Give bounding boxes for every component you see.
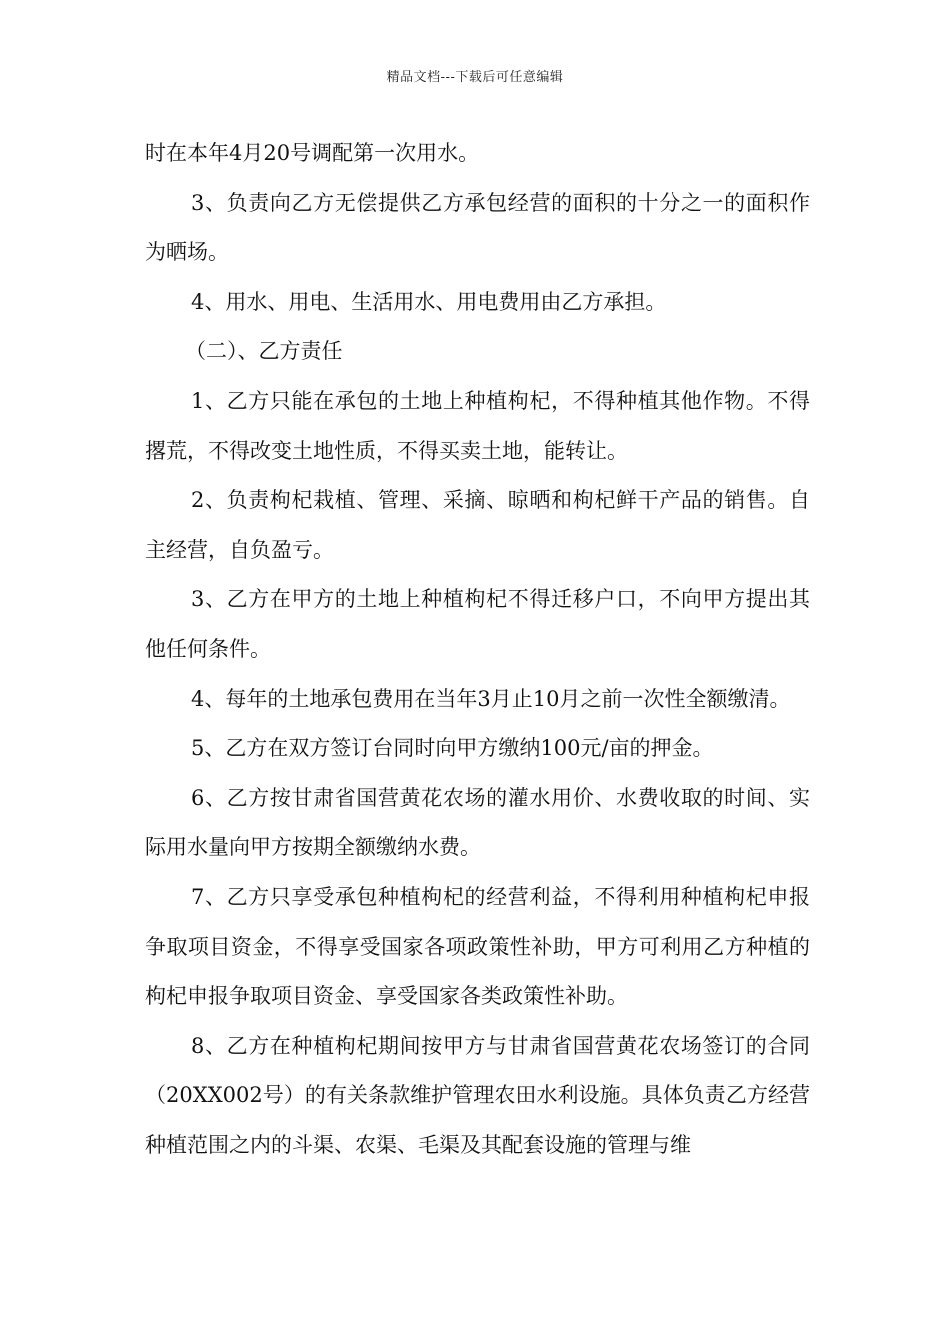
page-header: 精品文档---下载后可任意编辑 <box>386 70 564 85</box>
paragraph-continuation: 时在本年4月20号调配第一次用水。 <box>145 141 480 165</box>
paragraph-item-4-utility-costs: 4、用水、用电、生活用水、用电费用由乙方承担。 <box>191 289 667 314</box>
paragraph-item-3-drying-field: 3、负责向乙方无偿提供乙方承包经营的面积的十分之一的面积作为晒场。 <box>145 190 810 265</box>
paragraph-item-8-irrigation: 8、乙方在种植枸杞期间按甲方与甘肃省国营黄花农场签订的合同（20XX002号）的有关条款维护管理农田水利设施。具体负责乙方经营种植范围之内的斗渠、农渠、毛渠及其配套设施的管理与维 <box>145 1033 810 1157</box>
paragraph-item-1-planting: 1、乙方只能在承包的土地上种植枸杞，不得种植其他作物。不得撂荒，不得改变土地性质，不得买卖土地，能转让。 <box>145 388 810 463</box>
section-heading-party-b: （二）、乙方责任 <box>185 339 343 364</box>
paragraph-item-3-residency: 3、乙方在甲方的土地上种植枸杞不得迁移户口，不向甲方提出其他任何条件。 <box>145 587 810 661</box>
paragraph-item-7-subsidies: 7、乙方只享受承包种植枸杞的经营利益，不得利用种植枸杞申报争取项目资金，不得享受国家各项政策性补助，甲方可利用乙方种植的枸杞申报争取项目资金、享受国家各类政策性补助。 <box>145 884 810 1009</box>
document-body <box>145 129 810 1170</box>
paragraph-item-4-fee-payment: 4、每年的土地承包费用在当年3月止10月之前一次性全额缴清。 <box>191 686 791 711</box>
paragraph-item-2-management: 2、负责枸杞栽植、管理、采摘、晾晒和枸杞鲜干产品的销售。自主经营，自负盈亏。 <box>145 488 810 562</box>
paragraph-item-5-deposit: 5、乙方在双方签订台同时向甲方缴纳100元/亩的押金。 <box>191 736 714 761</box>
paragraph-item-6-water-fees: 6、乙方按甘肃省国营黄花农场的灌水用价、水费收取的时间、实际用水量向甲方按期全额缴纳水费。 <box>145 785 810 860</box>
